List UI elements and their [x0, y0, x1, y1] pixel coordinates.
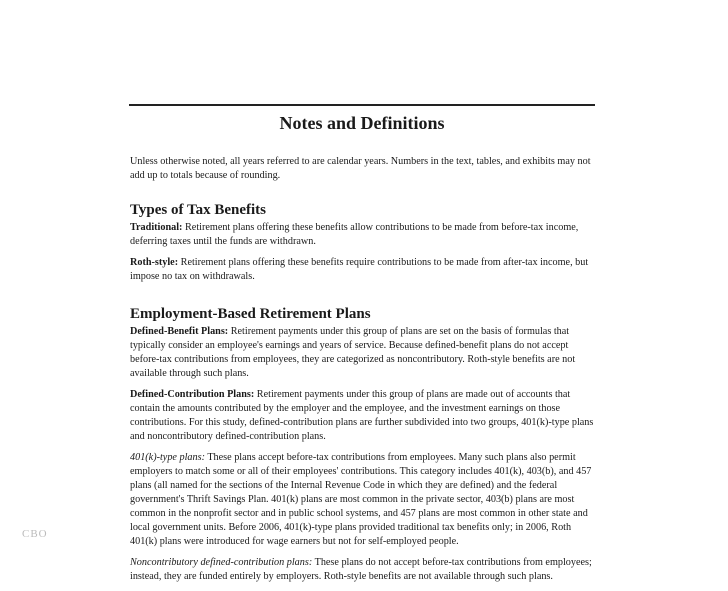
section-heading: Types of Tax Benefits — [130, 202, 266, 218]
intro-paragraph: Unless otherwise noted, all years referred to are calendar years. Numbers in the text, tables, and exhibits may not add up to totals because of rounding. — [130, 156, 591, 181]
definition-text: Retirement plans offering these benefits require contributions to be made from after-tax income, but impose no tax on withdrawals. — [130, 257, 589, 282]
title-rule — [129, 104, 595, 106]
section-gap — [130, 291, 598, 305]
definition-text: Retirement plans offering these benefits allow contributions to be made from before-tax income, deferring taxes until the funds are withdrawn. — [130, 222, 579, 247]
definition-paragraph — [130, 388, 598, 444]
definition-term: Defined-Contribution Plans: — [130, 389, 255, 400]
cbo-footer-mark: CBO — [22, 528, 48, 540]
page-title: Notes and Definitions — [279, 113, 445, 133]
definition-term: 401(k)-type plans: — [130, 452, 205, 463]
definition-paragraph — [130, 256, 598, 284]
definition-text: These plans accept before-tax contributions from employees. Many such plans also permit employers to match some or all of their employees' contributions. This category includes 401(k), 403(b), and 457 plans (all named for the sections of the Internal Revenue Code in which they are defined) and the federal government's Thrift Savings Plan. 401(k) plans are most common in the private sector, 403(b) plans are most common in the nonprofit sector and in public school systems, and 457 plans are most common in other state and local government units. Before 2006, 401(k)-type plans provided traditional tax benefits only; in 2006, Roth 401(k) plans were introduced for wage earners but not for self-employed people. — [130, 452, 592, 547]
definition-text: Retirement payments under this group of plans are made out of accounts that contain the amounts contributed by the employer and the employee, and the investment earnings on those contributions. For this study, defined-contribution plans are further subdivided into two groups, 401(k)-type plans and noncontributory defined-contribution plans. — [130, 389, 594, 442]
section-heading: Employment-Based Retirement Plans — [130, 306, 371, 322]
document-body — [130, 155, 598, 591]
definition-text: Retirement payments under this group of plans are set on the basis of formulas that typically consider an employee's earnings and years of service. Because defined-benefit plans do not accept before-tax contributions from employees, they are categorized as noncontributory. Roth-style benefits are not available through such plans. — [130, 326, 576, 379]
definition-text: These plans do not accept before-tax contributions from employees; instead, they are funded entirely by employers. Roth-style benefits are not available through such plans. — [130, 557, 592, 582]
definition-paragraph — [130, 451, 598, 549]
definition-paragraph — [130, 556, 598, 584]
definition-paragraph — [130, 325, 598, 381]
definition-term: Defined-Benefit Plans: — [130, 326, 229, 337]
section-tax-benefits — [130, 201, 598, 284]
definition-term: Traditional: — [130, 222, 183, 233]
definition-term: Roth-style: — [130, 257, 179, 268]
definition-term: Noncontributory defined-contribution plans: — [130, 557, 313, 568]
definition-paragraph — [130, 221, 598, 249]
section-employment-plans — [130, 305, 598, 584]
